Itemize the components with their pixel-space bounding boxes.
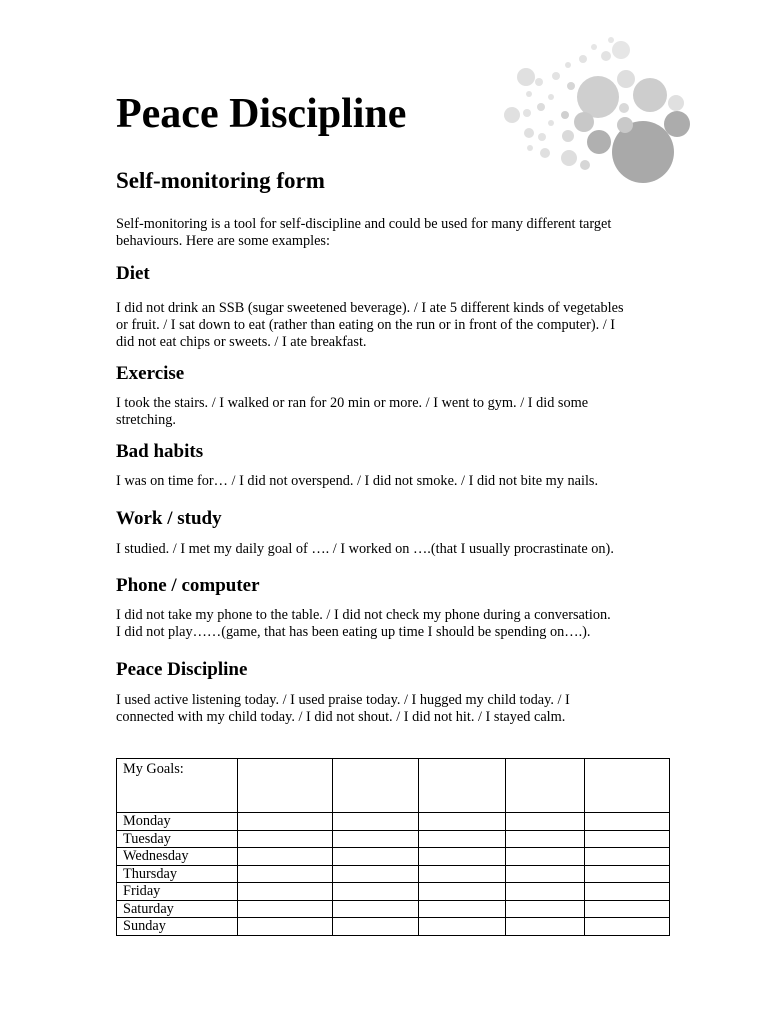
day-label-wednesday: Wednesday	[117, 848, 238, 866]
tracking-cell[interactable]	[585, 830, 670, 848]
tracking-cell[interactable]	[585, 883, 670, 901]
tracking-cell[interactable]	[506, 900, 585, 918]
decorative-bubbles-logo	[495, 30, 705, 190]
tracking-cell[interactable]	[585, 813, 670, 831]
tracking-cell[interactable]	[237, 883, 332, 901]
table-row	[117, 830, 670, 848]
goal-cell[interactable]	[418, 759, 506, 813]
tracking-cell[interactable]	[332, 865, 418, 883]
day-label-friday: Friday	[117, 883, 238, 901]
section-heading-exercise: Exercise	[116, 363, 185, 384]
tracking-cell[interactable]	[237, 830, 332, 848]
tracking-cell[interactable]	[506, 918, 585, 936]
goals-tracking-table	[116, 758, 670, 936]
day-label-saturday: Saturday	[117, 900, 238, 918]
section-line: I was on time for… / I did not overspend. / I did not smoke. / I did not bite my nails.	[116, 473, 599, 489]
section-text-bad-habits	[116, 473, 676, 490]
goal-cell[interactable]	[332, 759, 418, 813]
table-row	[117, 813, 670, 831]
tracking-cell[interactable]	[418, 865, 506, 883]
tracking-cell[interactable]	[418, 848, 506, 866]
section-line: or fruit. / I sat down to eat (rather than eating on the run or in front of the computer). / I	[116, 317, 616, 333]
section-text-diet	[116, 300, 676, 351]
tracking-cell[interactable]	[506, 883, 585, 901]
form-subtitle: Self-monitoring form	[116, 168, 325, 193]
tracking-cell[interactable]	[418, 813, 506, 831]
goal-cell[interactable]	[237, 759, 332, 813]
tracking-cell[interactable]	[506, 813, 585, 831]
tracking-cell[interactable]	[506, 830, 585, 848]
tracking-cell[interactable]	[332, 918, 418, 936]
tracking-cell[interactable]	[585, 848, 670, 866]
day-label-monday: Monday	[117, 813, 238, 831]
section-line: I did not play……(game, that has been eating up time I should be spending on….).	[116, 624, 591, 640]
intro-line: Self-monitoring is a tool for self-discipline and could be used for many different target	[116, 216, 612, 232]
tracking-cell[interactable]	[418, 918, 506, 936]
goal-cell[interactable]	[585, 759, 670, 813]
tracking-cell[interactable]	[418, 883, 506, 901]
tracking-cell[interactable]	[237, 848, 332, 866]
tracking-cell[interactable]	[418, 830, 506, 848]
tracking-cell[interactable]	[506, 848, 585, 866]
tracking-cell[interactable]	[332, 813, 418, 831]
section-heading-peace-discipline: Peace Discipline	[116, 659, 248, 680]
section-heading-bad-habits: Bad habits	[116, 441, 204, 462]
tracking-cell[interactable]	[332, 900, 418, 918]
table-row	[117, 848, 670, 866]
intro-paragraph	[116, 216, 676, 250]
section-line: I studied. / I met my daily goal of …. / I worked on ….(that I usually procrastinate on).	[116, 541, 614, 557]
tracking-cell[interactable]	[237, 918, 332, 936]
section-line: I used active listening today. / I used praise today. / I hugged my child today. / I	[116, 692, 570, 708]
section-heading-phone-computer: Phone / computer	[116, 575, 260, 596]
tracking-cell[interactable]	[585, 918, 670, 936]
section-text-phone-computer	[116, 607, 676, 641]
section-line: I did not drink an SSB (sugar sweetened beverage). / I ate 5 different kinds of vegetables	[116, 300, 624, 316]
tracking-cell[interactable]	[237, 900, 332, 918]
day-label-sunday: Sunday	[117, 918, 238, 936]
tracking-cell[interactable]	[237, 865, 332, 883]
section-text-peace-discipline	[116, 692, 676, 726]
section-line: connected with my child today. / I did not shout. / I did not hit. / I stayed calm.	[116, 709, 566, 725]
table-row	[117, 865, 670, 883]
section-heading-diet: Diet	[116, 263, 150, 284]
table-row	[117, 900, 670, 918]
tracking-cell[interactable]	[418, 900, 506, 918]
table-row	[117, 883, 670, 901]
table-row	[117, 918, 670, 936]
tracking-cell[interactable]	[332, 883, 418, 901]
section-line: I took the stairs. / I walked or ran for 20 min or more. / I went to gym. / I did some	[116, 395, 589, 411]
section-line: stretching.	[116, 412, 176, 428]
section-text-exercise	[116, 395, 676, 429]
day-label-thursday: Thursday	[117, 865, 238, 883]
intro-line: behaviours. Here are some examples:	[116, 233, 330, 249]
goals-header-row	[117, 759, 670, 813]
tracking-cell[interactable]	[332, 830, 418, 848]
tracking-cell[interactable]	[585, 865, 670, 883]
section-line: did not eat chips or sweets. / I ate breakfast.	[116, 334, 367, 350]
section-text-work-study	[116, 541, 676, 558]
tracking-cell[interactable]	[506, 865, 585, 883]
day-label-tuesday: Tuesday	[117, 830, 238, 848]
tracking-cell[interactable]	[237, 813, 332, 831]
goals-label-cell: My Goals:	[117, 759, 238, 813]
section-line: I did not take my phone to the table. / I did not check my phone during a conversation.	[116, 607, 611, 623]
goal-cell[interactable]	[506, 759, 585, 813]
tracking-cell[interactable]	[332, 848, 418, 866]
page-title: Peace Discipline	[116, 91, 407, 137]
tracking-cell[interactable]	[585, 900, 670, 918]
section-heading-work-study: Work / study	[116, 508, 222, 529]
